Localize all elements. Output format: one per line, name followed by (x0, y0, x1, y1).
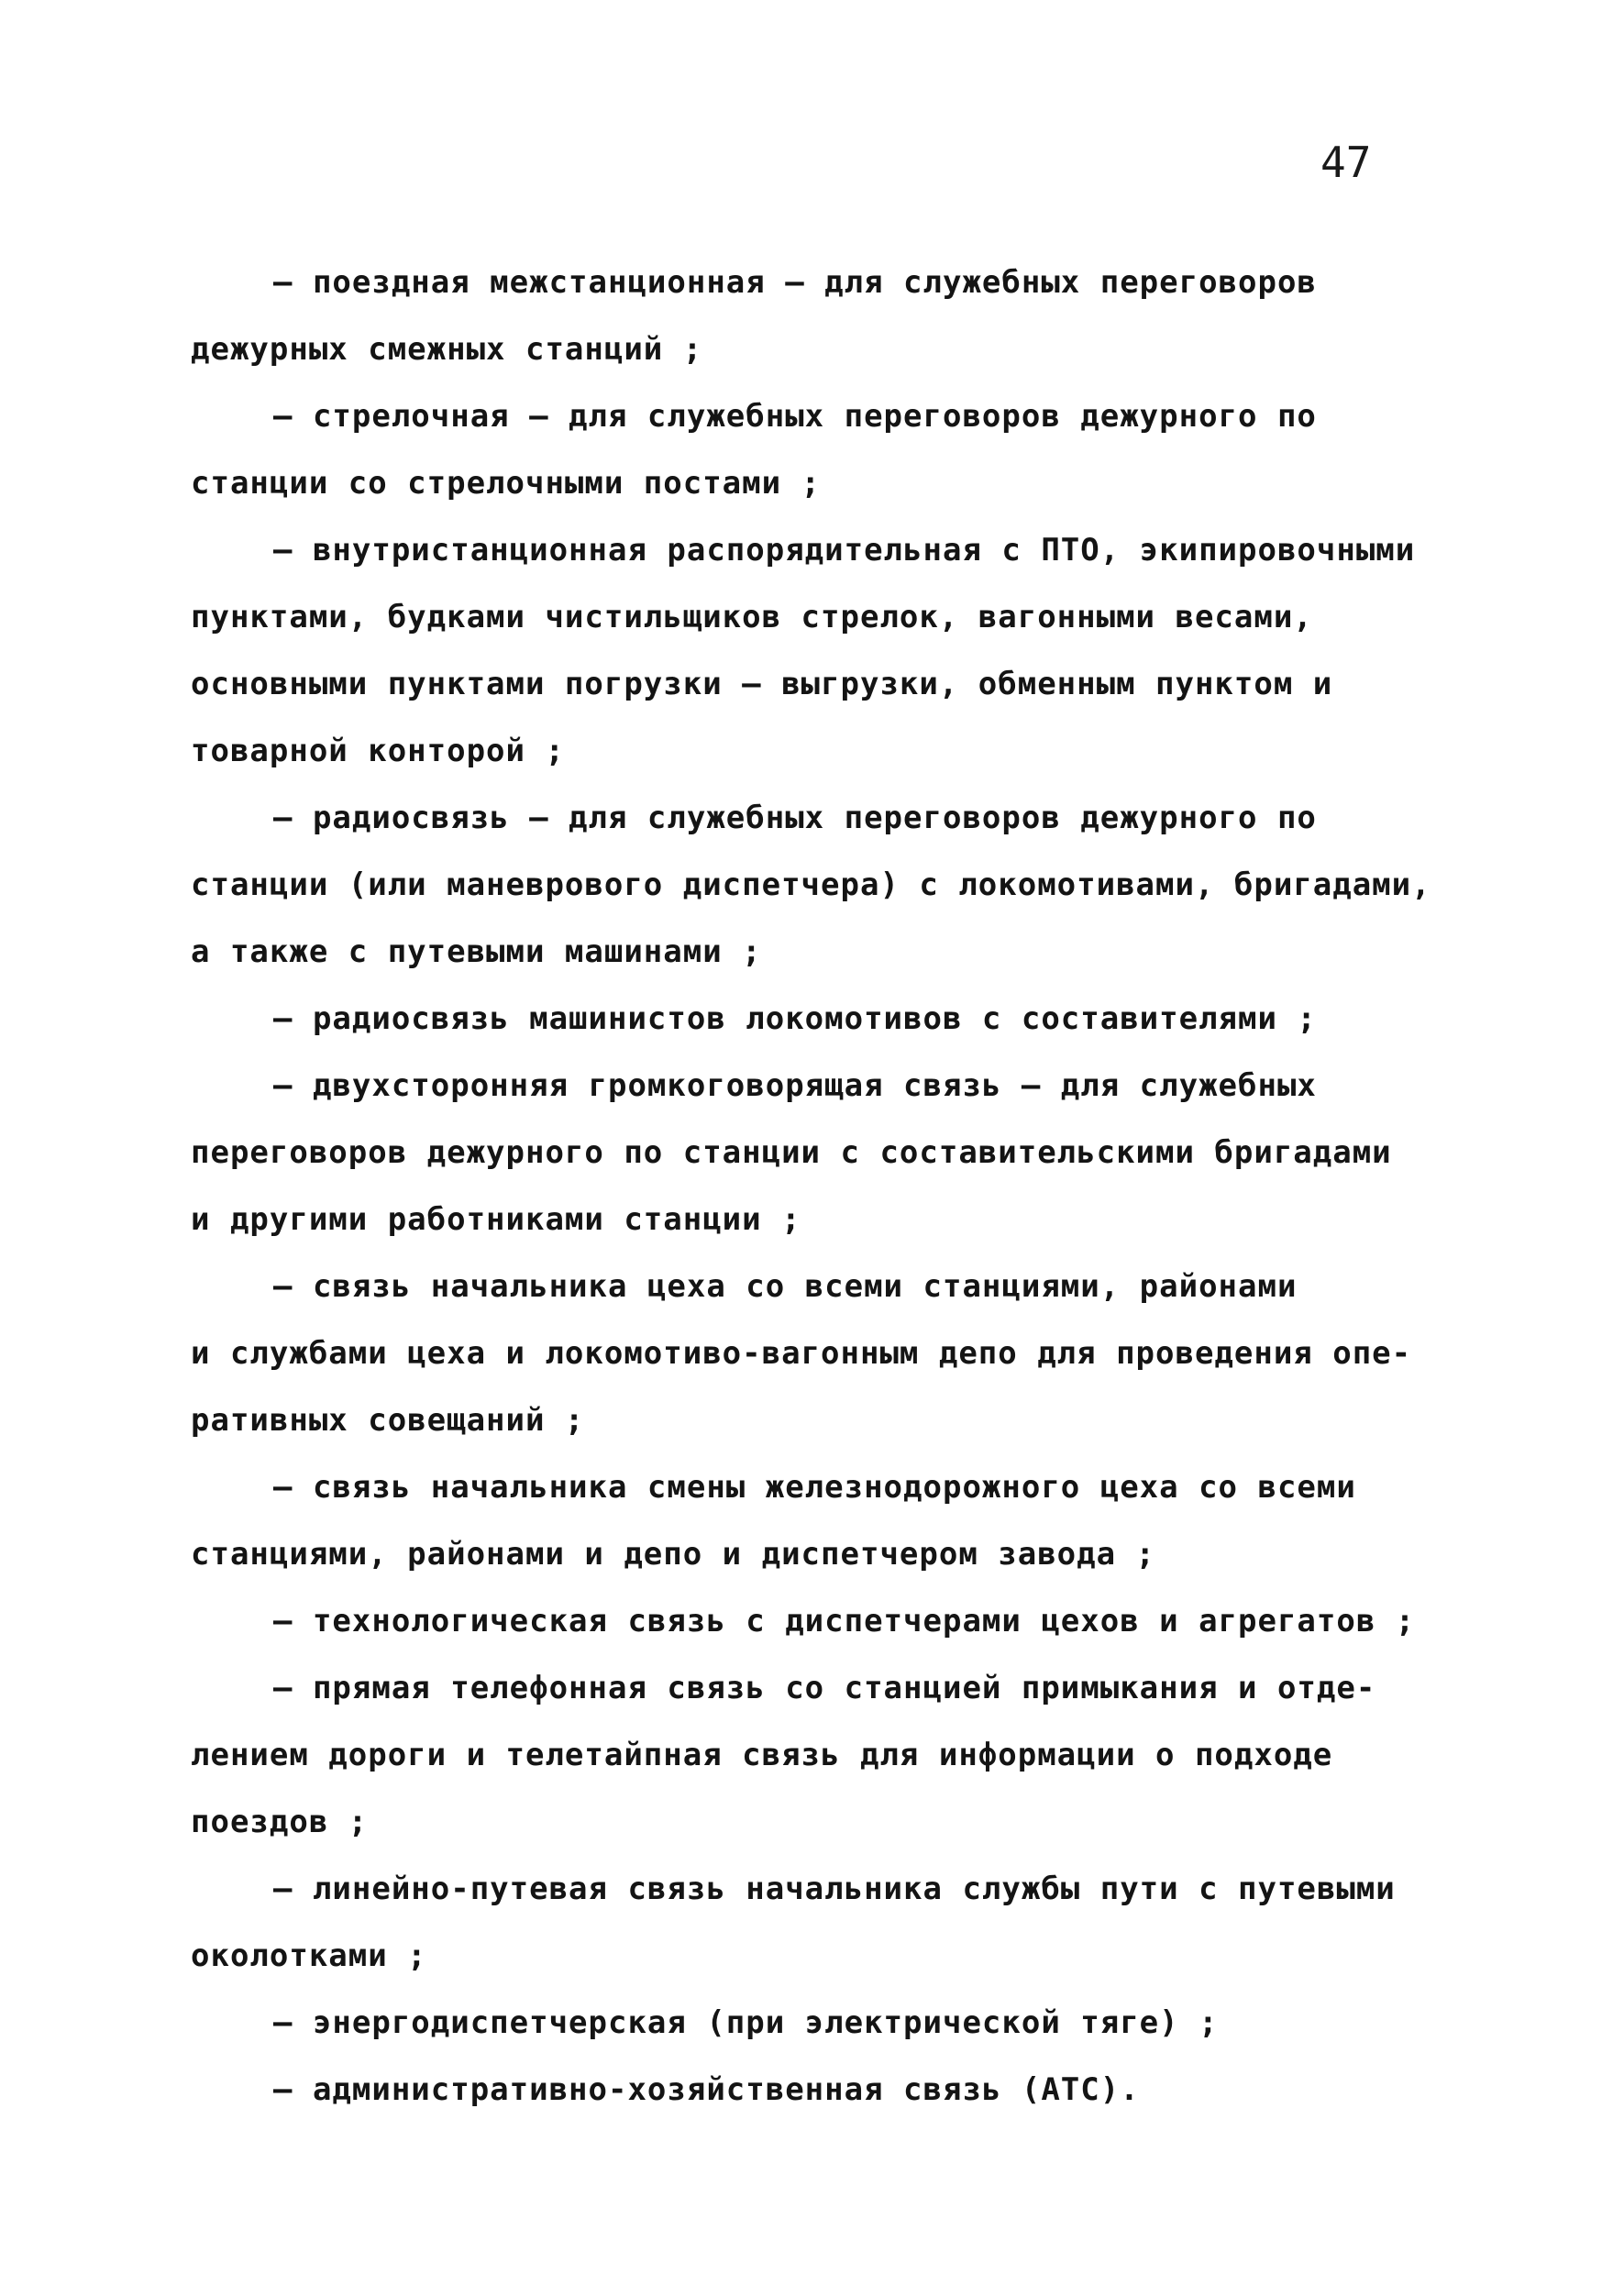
text-line: товарной конторой ; (191, 733, 565, 769)
text-line: основными пунктами погрузки – выгрузки, обменным пунктом и (191, 666, 1333, 702)
text-line: переговоров дежурного по станции с составительскими бригадами (191, 1134, 1392, 1171)
document-body (191, 249, 1475, 2124)
text-line: – внутристанционная распорядительная с ПТО, экипировочными (273, 532, 1416, 568)
text-line: – поездная межстанционная – для служебных переговоров (273, 264, 1317, 301)
text-line: поездов ; (191, 1804, 369, 1840)
text-line: пунктами, будками чистильщиков стрелок, вагонными весами, (191, 599, 1313, 635)
text-line: станции (или маневрового диспетчера) с локомотивами, бригадами, (191, 867, 1431, 903)
text-line: а также с путевыми машинами ; (191, 933, 762, 970)
text-line: и службами цеха и локомотиво-вагонным депо для проведения опе- (191, 1335, 1412, 1372)
text-line: лением дороги и телетайпная связь для информации о подходе (191, 1737, 1333, 1773)
page-number: 47 (1320, 138, 1372, 187)
text-line: – прямая телефонная связь со станцией примыкания и отде- (273, 1670, 1376, 1706)
text-line: – связь начальника смены железнодорожного цеха со всеми (273, 1469, 1356, 1506)
text-line: ративных совещаний ; (191, 1402, 585, 1439)
text-line: – радиосвязь машинистов локомотивов с составителями ; (273, 1000, 1317, 1037)
text-line: – связь начальника цеха со всеми станциями, районами (273, 1268, 1298, 1305)
text-line: – административно-хозяйственная связь (АТС). (273, 2071, 1140, 2108)
text-line: и другими работниками станции ; (191, 1201, 801, 1238)
text-line: станции со стрелочными постами ; (191, 465, 822, 502)
text-line: – стрелочная – для служебных переговоров дежурного по (273, 398, 1317, 435)
text-line: станциями, районами и депо и диспетчером завода ; (191, 1536, 1156, 1573)
text-line: – радиосвязь – для служебных переговоров дежурного по (273, 800, 1317, 836)
text-line: – линейно-путевая связь начальника службы пути с путевыми (273, 1871, 1396, 1907)
text-line: околотками ; (191, 1937, 427, 1974)
text-line: – двухсторонняя громкоговорящая связь – для служебных (273, 1067, 1317, 1104)
text-line: дежурных смежных станций ; (191, 331, 703, 368)
text-line: – технологическая связь с диспетчерами цехов и агрегатов ; (273, 1603, 1416, 1639)
text-line: – энергодиспетчерская (при электрической тяге) ; (273, 2004, 1219, 2041)
